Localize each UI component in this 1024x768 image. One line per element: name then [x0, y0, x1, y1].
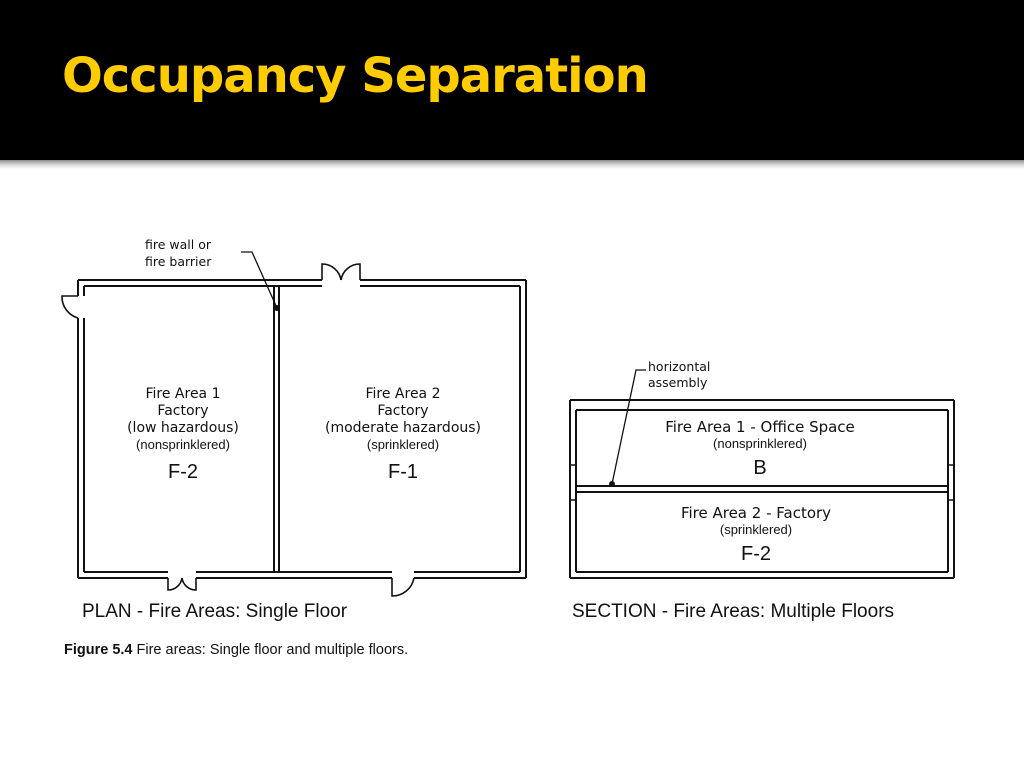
fire-area-1-group: F-2	[168, 461, 198, 483]
slide-title: Occupancy Separation	[62, 48, 648, 104]
fire-area-1-use: Factory	[157, 403, 209, 419]
section-lower-name: Fire Area 2 - Factory	[680, 504, 832, 522]
fire-area-1-sprinkler: (nonsprinklered)	[136, 437, 230, 452]
section-upper-group: B	[753, 457, 767, 479]
door-left-wall	[62, 296, 78, 318]
plan-callout-line-1: fire wall or	[145, 237, 211, 252]
figure-caption-text: Fire areas: Single floor and multiple floors.	[132, 642, 409, 658]
fire-area-1-hazard: (low hazardous)	[127, 420, 239, 436]
fire-wall-leader-dot	[274, 305, 280, 311]
section-upper-name: Fire Area 1 - Office Space	[665, 418, 855, 436]
door-top-right-leaf	[341, 264, 360, 280]
plan-fire-area-1-label	[127, 386, 239, 483]
section-lower-group: F-2	[741, 543, 771, 565]
fire-area-2-group: F-1	[388, 461, 418, 483]
horizontal-assembly	[576, 486, 948, 492]
fire-area-2-name: Fire Area 2	[365, 386, 441, 402]
section-callout-line-2: assembly	[648, 375, 708, 390]
horizontal-assembly-leader-line	[612, 370, 646, 484]
section-caption: SECTION - Fire Areas: Multiple Floors	[572, 601, 895, 622]
door-bottom-left	[168, 578, 196, 590]
fire-area-2-hazard: (moderate hazardous)	[324, 420, 482, 436]
plan-fire-area-2-label	[325, 386, 481, 483]
figure-caption	[64, 642, 408, 658]
plan-fire-wall	[274, 286, 279, 572]
section-upper-area-label	[665, 418, 855, 479]
horizontal-assembly-leader-dot	[609, 481, 615, 487]
door-bottom-right	[392, 578, 414, 596]
section-callout-line-1: horizontal	[648, 359, 711, 374]
section-upper-sprinkler: (nonsprinklered)	[713, 436, 807, 451]
fire-area-2-sprinkler: (sprinklered)	[366, 437, 440, 452]
door-top-left-leaf	[322, 264, 341, 280]
plan-callout-line-2: fire barrier	[145, 254, 212, 269]
fire-area-2-use: Factory	[377, 403, 429, 419]
plan-caption: PLAN - Fire Areas: Single Floor	[82, 601, 348, 622]
figure-caption-label: Figure 5.4	[64, 642, 133, 658]
section-lower-area-label	[681, 504, 831, 565]
section-lower-sprinkler: (sprinklered)	[719, 522, 793, 537]
fire-area-1-name: Fire Area 1	[145, 386, 221, 402]
